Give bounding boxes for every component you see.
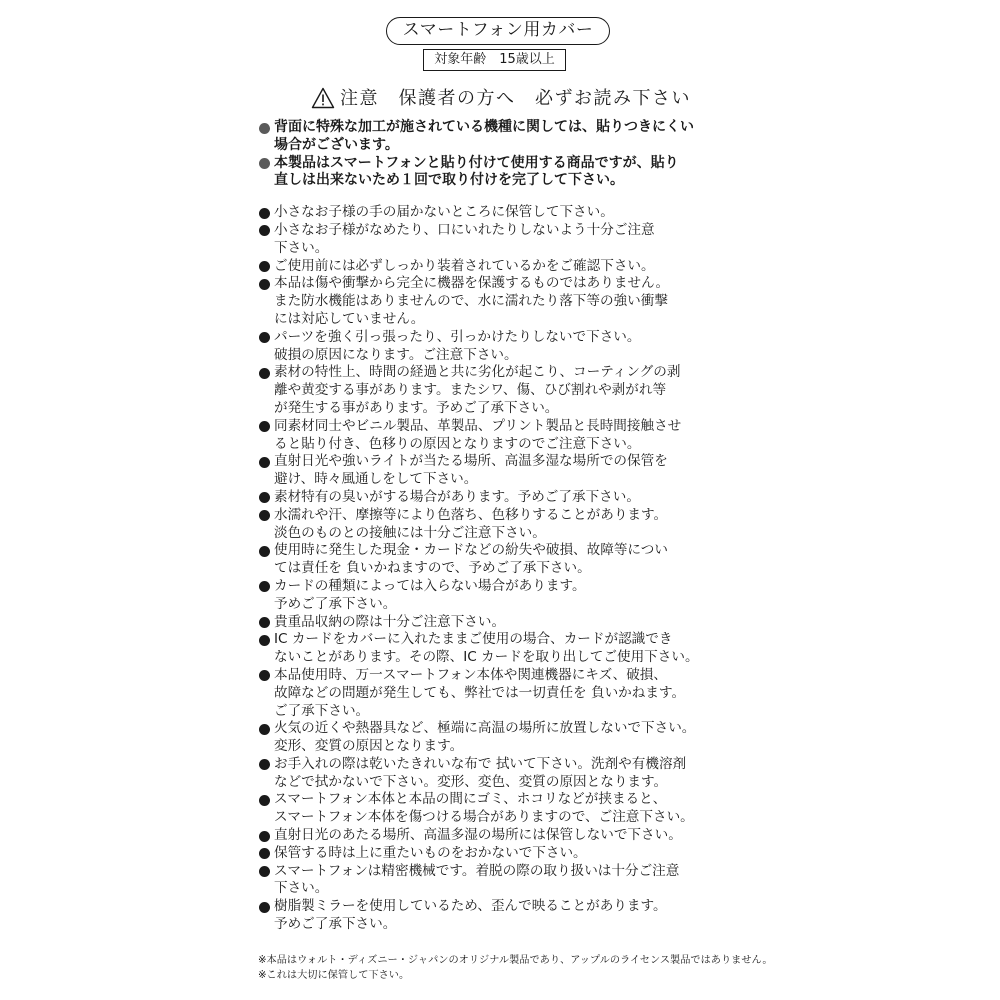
- note-item: [257, 222, 747, 258]
- note-line: が発生する事があります。予めご了承下さい。: [274, 399, 559, 416]
- note-line: 素材の特性上、時間の経過と共に劣化が起こり、コーティングの剥: [274, 364, 681, 381]
- note-item: [257, 364, 747, 417]
- note-item: [257, 542, 747, 578]
- note-line: ご使用前には必ずしっかり装着されているかをご確認下さい。: [274, 257, 655, 274]
- caution-text: 注意 保護者の方へ 必ずお読み下さい: [340, 88, 691, 109]
- note-item: [257, 578, 747, 614]
- note-item: [257, 791, 747, 827]
- note-item: [257, 667, 747, 720]
- note-line: 保管する時は上に重たいものをおかないで下さい。: [274, 844, 587, 861]
- note-line: には対応していません。: [274, 310, 425, 327]
- note-line: 火気の近くや熱器具など、極端に高温の場所に放置しないで下さい。: [274, 720, 696, 737]
- note-line: 小さなお子様の手の届かないところに保管して下さい。: [274, 204, 614, 221]
- note-item: [257, 845, 747, 863]
- important-note-item: [257, 119, 747, 155]
- footer-note-keep: ※これは大切に保管して下さい。: [258, 970, 410, 981]
- note-line: 故障などの問題が発生しても、弊社では一切責任を 負いかねます。: [274, 684, 686, 701]
- notes-list: [257, 119, 747, 934]
- note-line: 直しは出来ないため１回で取り付けを完了して下さい。: [274, 172, 624, 189]
- note-line: 使用時に発生した現金・カードなどの紛失や破損、故障等につい: [274, 542, 668, 559]
- notes-spacer: [257, 190, 747, 204]
- note-item: [257, 329, 747, 365]
- note-line: IC カードをカバーに入れたままご使用の場合、カードが認識でき: [274, 631, 673, 648]
- note-line: 予めご了承下さい。: [274, 916, 397, 933]
- note-line: 淡色のものとの接触には十分ご注意下さい。: [274, 524, 546, 541]
- note-line: 素材特有の臭いがする場合があります。予めご了承下さい。: [274, 488, 640, 505]
- note-line: ご了承下さい。: [274, 702, 370, 719]
- note-line: お手入れの際は乾いたきれいな布で 拭いて下さい。洗剤や有機溶剤: [274, 755, 687, 772]
- note-item: [257, 507, 747, 543]
- note-item: [257, 258, 747, 276]
- important-notes: [257, 119, 747, 190]
- note-line: 直射日光のあたる場所、高温多湿の場所には保管しないで下さい。: [274, 827, 682, 844]
- note-line: 予めご了承下さい。: [274, 595, 397, 612]
- note-item: [257, 631, 747, 667]
- important-note-item: [257, 155, 747, 191]
- note-line: スマートフォン本体と本品の間にゴミ、ホコリなどが挟まると、: [274, 791, 667, 808]
- footer-note-license: ※本品はウォルト・ディズニー・ジャパンのオリジナル製品であり、アップルのライセンス製品ではありません。: [258, 955, 773, 966]
- note-line: 直射日光や強いライトが当たる場所、高温多湿な場所での保管を: [274, 453, 668, 470]
- note-line: 小さなお子様がなめたり、口にいれたりしないよう十分ご注意: [274, 221, 655, 238]
- note-line: 下さい。: [274, 239, 329, 256]
- note-item: [257, 453, 747, 489]
- note-line: ると貼り付き、色移りの原因となりますのでご注意下さい。: [274, 435, 641, 452]
- note-line: 避け、時々風通しをして下さい。: [274, 471, 478, 488]
- note-item: [257, 756, 747, 792]
- warning-triangle-icon: [311, 87, 335, 109]
- note-item: [257, 898, 747, 934]
- note-line: 変形、変質の原因となります。: [274, 738, 464, 755]
- note-line: 水濡れや汗、摩擦等により色落ち、色移りすることがあります。: [274, 506, 668, 523]
- note-line: 離や黄変する事があります。またシワ、傷、ひび割れや剥がれ等: [274, 382, 667, 399]
- note-item: [257, 614, 747, 632]
- note-line: スマートフォンは精密機械です。着脱の際の取り扱いは十分ご注意: [274, 862, 680, 879]
- general-notes: [257, 204, 747, 934]
- note-line: 樹脂製ミラーを使用しているため、歪んで映ることがあります。: [274, 898, 667, 915]
- note-line: ないことがあります。その際、IC カードを取り出してご使用下さい。: [274, 649, 699, 666]
- note-line: また防水機能はありませんので、水に濡れたり落下等の強い衝撃: [274, 293, 668, 310]
- age-label: 対象年齢 15歳以上: [423, 49, 566, 71]
- note-line: 背面に特殊な加工が施されている機種に関しては、貼りつきにくい: [274, 119, 694, 135]
- note-line: などで拭かないで下さい。変形、変色、変質の原因となります。: [274, 773, 668, 790]
- note-item: [257, 418, 747, 454]
- note-item: [257, 863, 747, 899]
- note-line: 本製品はスマートフォンと貼り付けて使用する商品ですが、貼り: [274, 154, 679, 171]
- note-line: 本品使用時、万一スマートフォン本体や関連機器にキズ、破損、: [274, 666, 667, 683]
- note-line: カードの種類によっては入らない場合があります。: [274, 577, 586, 594]
- note-item: [257, 720, 747, 756]
- note-line: パーツを強く引っ張ったり、引っかけたりしないで下さい。: [274, 328, 641, 345]
- note-item: [257, 827, 747, 845]
- note-item: [257, 489, 747, 507]
- note-line: 破損の原因になります。ご注意下さい。: [274, 346, 518, 363]
- note-item: [257, 275, 747, 328]
- note-line: 貴重品収納の際は十分ご注意下さい。: [274, 613, 506, 630]
- note-item: [257, 204, 747, 222]
- caution-heading: [311, 84, 691, 114]
- note-line: 本品は傷や衝撃から完全に機器を保護するものではありません。: [274, 275, 670, 292]
- product-title: スマートフォン用カバー: [386, 17, 610, 45]
- note-line: スマートフォン本体を傷つける場合がありますので、ご注意下さい。: [274, 809, 694, 826]
- footer-notes: [258, 953, 773, 983]
- note-line: 場合がございます。: [274, 136, 399, 153]
- note-line: 下さい。: [274, 880, 329, 897]
- note-line: 同素材同士やビニル製品、革製品、プリント製品と長時間接触させ: [274, 417, 682, 434]
- note-line: ては責任を 負いかねますので、予めご了承下さい。: [274, 560, 591, 577]
